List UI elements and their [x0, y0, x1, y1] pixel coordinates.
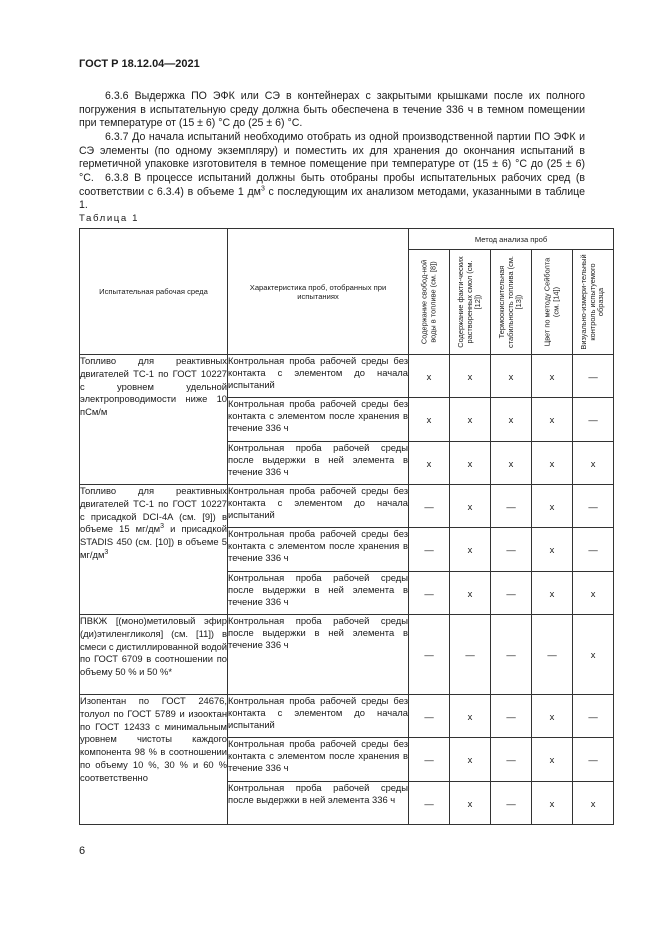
- header-method-water: Содержание свобод-ной воды в топливе (см. [8]): [409, 250, 450, 355]
- method-mark: x: [450, 442, 491, 485]
- method-mark: x: [573, 572, 614, 615]
- method-mark: —: [491, 572, 532, 615]
- paragraph-6-3-7: 6.3.7 До начала испытаний необходимо отобрать из одной производственной партии ПО ЭФК и СЭ элементы (по одному экземпляру) и поместить их для хранения до окончания испытаний в герметичной упаковке изготовителя в темное помещение при температуре от (15 ± 6) °С до (25 ± 6) °С.: [79, 131, 585, 184]
- method-mark: x: [532, 485, 573, 528]
- method-mark: x: [573, 615, 614, 695]
- method-mark: x: [450, 485, 491, 528]
- sample-characteristic: Контрольная проба рабочей среды после выдержки в ней элемента в течение 336 ч: [228, 442, 409, 485]
- table-row: [80, 355, 614, 398]
- method-mark: x: [409, 442, 450, 485]
- method-mark: x: [532, 782, 573, 825]
- env-ts1-low-conductivity: Топливо для реактивных двигателей ТС-1 по ГОСТ 10227 с уровнем удельной электропроводимости ниже 10 пСм/м: [80, 355, 228, 485]
- method-mark: —: [450, 615, 491, 695]
- sample-characteristic: Контрольная проба рабочей среды после выдержки в ней элемента в течение 336 ч: [228, 572, 409, 615]
- method-mark: —: [491, 528, 532, 572]
- method-mark: x: [532, 398, 573, 442]
- method-mark: x: [450, 695, 491, 738]
- table-row: [80, 485, 614, 528]
- document-header: ГОСТ Р 18.12.04—2021: [79, 58, 200, 70]
- method-mark: x: [450, 782, 491, 825]
- method-mark: x: [532, 442, 573, 485]
- method-mark: —: [573, 695, 614, 738]
- method-mark: —: [491, 782, 532, 825]
- sample-characteristic: Контрольная проба рабочей среды без контакта с элементом до начала испытаний: [228, 485, 409, 528]
- method-mark: x: [409, 355, 450, 398]
- method-mark: x: [491, 355, 532, 398]
- method-mark: x: [532, 572, 573, 615]
- header-method-saybolt-color: Цвет по методу Сейболта (см. [14]): [532, 250, 573, 355]
- sample-characteristic: Контрольная проба рабочей среды без контакта с элементом до начала испытаний: [228, 695, 409, 738]
- paragraph-6-3-8: 6.3.8 В процессе испытаний должны быть отобраны пробы испытательных рабочих сред (в соответствии с 6.3.4) в объеме 1 $дм^3$ с последующим их анализом методами, указанными в таблице 1.: [79, 172, 585, 212]
- method-mark: x: [491, 398, 532, 442]
- env-pvkzh: ПВКЖ [(моно)метиловый эфир (ди)этиленгликоля] (см. [11]) в смеси с дистиллированной водой по ГОСТ 6709 в соотношении по объему 50 % и 50 %*: [80, 615, 228, 695]
- method-mark: —: [573, 485, 614, 528]
- env-isopentane-mix: Изопентан по ГОСТ 24676, толуол по ГОСТ 5789 и изооктан по ГОСТ 12433 с минимальным уровнем чистоты каждого компонента 98 % в соотношении по объему 10 %, 30 % и 60 % соответственно: [80, 695, 228, 825]
- method-mark: x: [532, 695, 573, 738]
- method-mark: —: [573, 528, 614, 572]
- header-method-resins: Содержание факти-ческих растворенных смол (см. [12]): [450, 250, 491, 355]
- header-method-visual-control: Визуально-измери-тельный контроль испытуемого образца: [573, 250, 614, 355]
- method-mark: —: [409, 695, 450, 738]
- method-mark: x: [491, 442, 532, 485]
- method-mark: —: [573, 355, 614, 398]
- method-mark: x: [450, 398, 491, 442]
- header-method: Метод анализа проб: [409, 229, 614, 250]
- method-mark: —: [409, 485, 450, 528]
- sample-characteristic: Контрольная проба рабочей среды после выдержки в ней элемента в течение 336 ч: [228, 615, 409, 695]
- header-method-thermal-stability: Термоокислительная стабильность топлива (см. [13]): [491, 250, 532, 355]
- method-mark: x: [450, 528, 491, 572]
- sample-characteristic: Контрольная проба рабочей среды без контакта с элементом после хранения в течение 336 ч: [228, 398, 409, 442]
- method-mark: —: [573, 398, 614, 442]
- paragraph-6-3-6: 6.3.6 Выдержка ПО ЭФК или СЭ в контейнерах с закрытыми крышками после их полного погружения в испытательную среду должна быть обеспечена в течение 336 ч в темном помещении при температуре от (15 ± 6) °С до (25 ± 6) °С.: [79, 90, 585, 130]
- method-mark: x: [450, 738, 491, 782]
- method-mark: —: [532, 615, 573, 695]
- table-row: [80, 695, 614, 738]
- method-mark: —: [409, 528, 450, 572]
- method-mark: —: [409, 782, 450, 825]
- method-mark: x: [532, 738, 573, 782]
- method-mark: x: [532, 528, 573, 572]
- sample-characteristic: Контрольная проба рабочей среды без контакта с элементом после хранения в течение 336 ч: [228, 528, 409, 572]
- method-mark: x: [450, 572, 491, 615]
- method-mark: —: [409, 738, 450, 782]
- method-mark: x: [532, 355, 573, 398]
- method-mark: x: [573, 442, 614, 485]
- sample-characteristic: Контрольная проба рабочей среды после выдержки в ней элемента 336 ч: [228, 782, 409, 825]
- sample-characteristic: Контрольная проба рабочей среды без контакта с элементом до начала испытаний: [228, 355, 409, 398]
- method-mark: x: [409, 398, 450, 442]
- header-environment: Испытательная рабочая среда: [80, 229, 228, 355]
- header-characteristic: Характеристика проб, отобранных при испытаниях: [228, 229, 409, 355]
- method-mark: —: [573, 738, 614, 782]
- env-ts1-with-additives: Топливо для реактивных двигателей ТС-1 по ГОСТ 10227 с присадкой DCI-4A (см. [9]) в объеме 15 $мг/дм^3$ и присадкой STADIS 450 (см. [10]) в объеме 5 $мг/дм^3$: [80, 485, 228, 615]
- method-mark: —: [491, 695, 532, 738]
- page-number: 6: [79, 845, 86, 857]
- method-mark: x: [450, 355, 491, 398]
- method-mark: —: [491, 615, 532, 695]
- method-mark: —: [491, 485, 532, 528]
- sample-characteristic: Контрольная проба рабочей среды без контакта с элементом после хранения в течение 336 ч: [228, 738, 409, 782]
- analysis-methods-table: [79, 228, 614, 825]
- table-caption: Таблица 1: [79, 213, 140, 224]
- method-mark: —: [409, 615, 450, 695]
- table-row: [80, 615, 614, 695]
- method-mark: —: [409, 572, 450, 615]
- method-mark: x: [573, 782, 614, 825]
- method-mark: —: [491, 738, 532, 782]
